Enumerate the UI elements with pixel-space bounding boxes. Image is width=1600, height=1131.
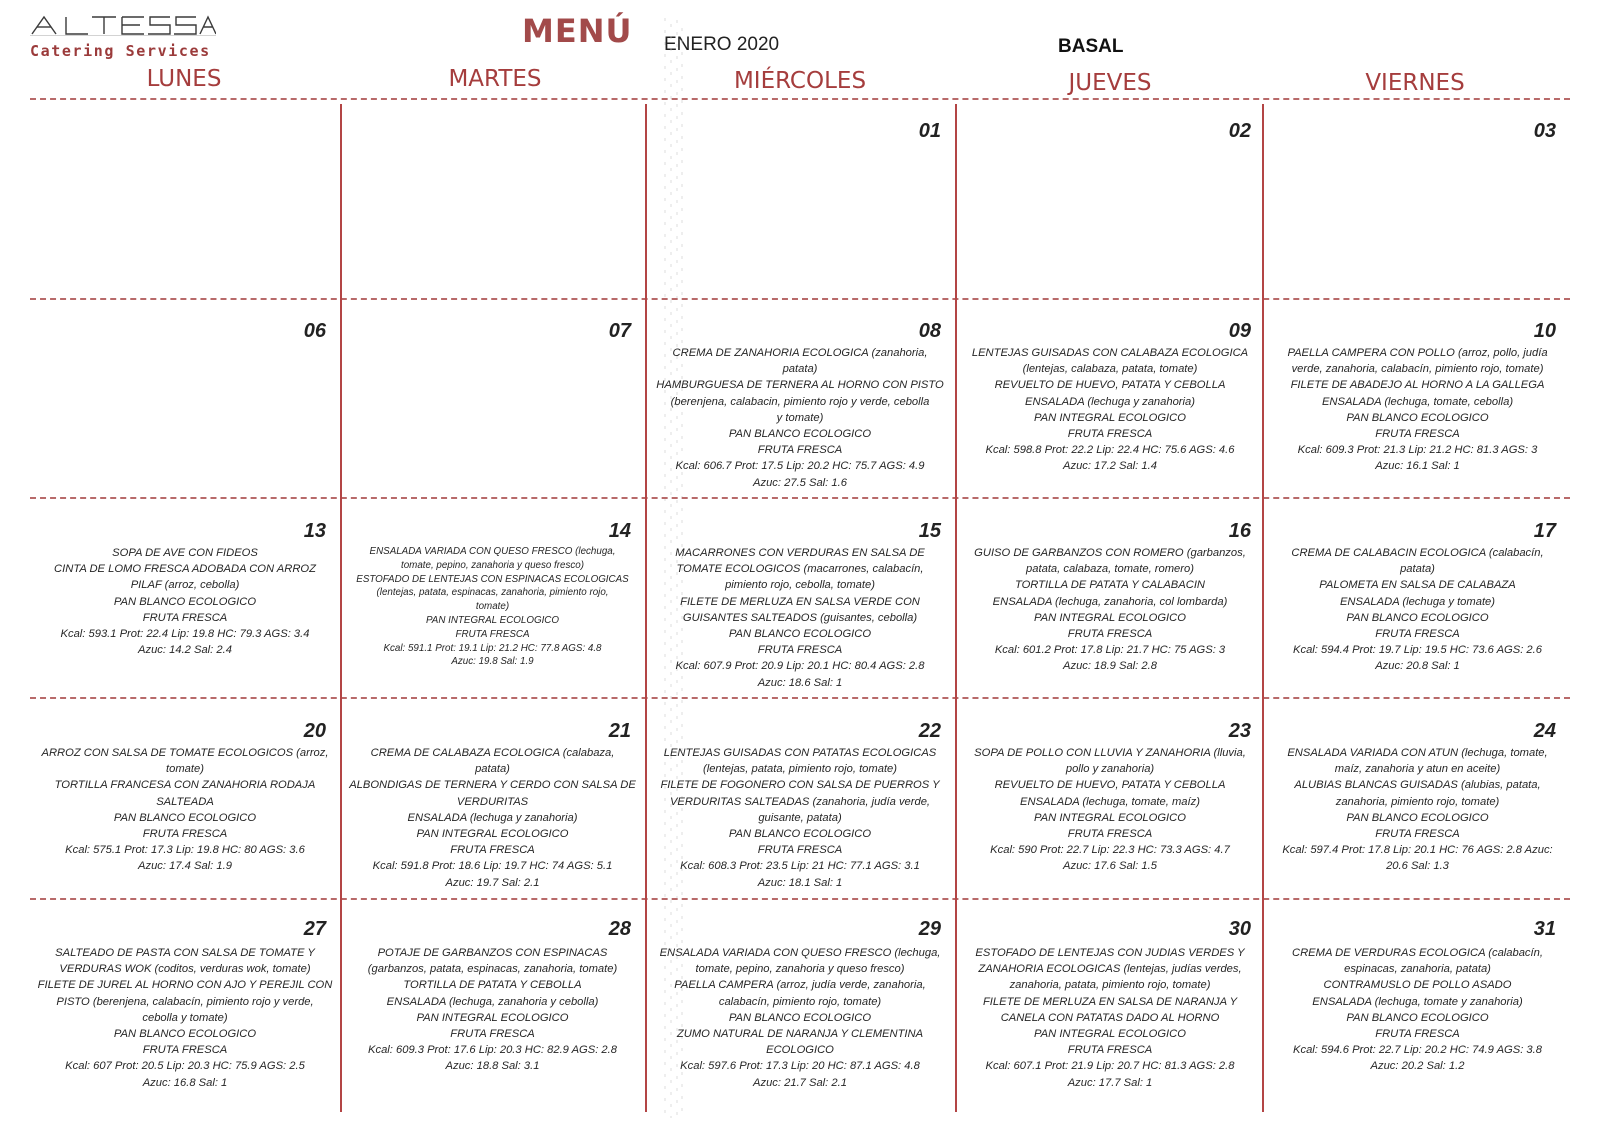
menu-line: FRUTA FRESCA <box>1067 1044 1153 1057</box>
menu-line: ALUBIAS BLANCAS GUISADAS (alubias, patata, <box>1294 779 1541 792</box>
menu-cell-wednesday-29 <box>650 945 950 1091</box>
menu-line: ESTOFADO DE LENTEJAS CON ESPINACAS ECOLOGICAS <box>356 573 629 585</box>
menu-line: pimiento rojo, cebolla, tomate) <box>725 579 875 592</box>
menu-line: tomate, pepino, zanahoria y queso fresco) <box>695 963 905 976</box>
menu-line: ENSALADA VARIADA CON ATUN (lechuga, tomate, <box>1287 747 1548 759</box>
menu-line: POTAJE DE GARBANZOS CON ESPINACAS <box>377 947 608 959</box>
menu-line: ENSALADA (lechuga y zanahoria) <box>407 811 578 824</box>
weekday-thursday: JUEVES <box>1068 70 1152 96</box>
menu-line: FRUTA FRESCA <box>455 628 530 640</box>
row-separator <box>30 98 1570 100</box>
menu-line: ENSALADA (lechuga, zanahoria y cebolla) <box>386 995 599 1008</box>
day-number: 31 <box>1533 918 1556 940</box>
menu-line: VERDURAS WOK (coditos, verduras wok, tomate) <box>59 963 311 976</box>
menu-line: 20.6 Sal: 1.3 <box>1386 860 1449 873</box>
menu-line: patata) <box>782 363 818 376</box>
menu-cell-wednesday-08 <box>650 345 950 491</box>
day-number: 23 <box>1228 720 1251 742</box>
menu-line: FRUTA FRESCA <box>142 611 228 624</box>
day-number: 14 <box>608 520 631 542</box>
menu-line: PALOMETA EN SALSA DE CALABAZA <box>1319 579 1516 592</box>
menu-line: FILETE DE MERLUZA EN SALSA DE NARANJA Y <box>982 995 1238 1008</box>
menu-line: calabacín, pimiento rojo, tomate) <box>718 995 882 1008</box>
menu-line: y tomate) <box>776 411 824 424</box>
day-number: 28 <box>608 918 631 940</box>
menu-line: pollo y zanahoria) <box>1065 763 1155 776</box>
menu-line: Azuc: 20.2 Sal: 1.2 <box>1370 1060 1465 1073</box>
menu-line: Kcal: 594.4 Prot: 19.7 Lip: 19.5 HC: 73.6 AGS: 2.6 <box>1293 644 1542 657</box>
menu-line: ENSALADA (lechuga, tomate y zanahoria) <box>1312 995 1523 1008</box>
diet-type-label: BASAL <box>1058 36 1124 57</box>
menu-line: ARROZ CON SALSA DE TOMATE ECOLOGICOS (arroz, <box>41 747 329 759</box>
menu-cell-monday-20 <box>35 745 335 875</box>
menu-line: Azuc: 27.5 Sal: 1.6 <box>753 476 847 489</box>
menu-line: FRUTA FRESCA <box>1067 828 1153 841</box>
menu-line: TORTILLA DE PATATA Y CALABACIN <box>1014 579 1206 592</box>
menu-line: ENSALADA (lechuga y tomate) <box>1339 595 1496 608</box>
menu-line: FRUTA FRESCA <box>1375 1028 1460 1041</box>
weekday-wednesday: MIÉRCOLES <box>733 68 867 94</box>
menu-cell-thursday-16 <box>960 545 1260 675</box>
menu-cell-thursday-23 <box>960 745 1260 875</box>
menu-line: FRUTA FRESCA <box>757 844 843 857</box>
day-number: 29 <box>918 918 941 940</box>
menu-line: ALBONDIGAS DE TERNERA Y CERDO CON SALSA DE <box>349 779 636 792</box>
menu-line: (garbanzos, patata, espinacas, zanahoria, tomate) <box>367 963 618 976</box>
menu-line: FILETE DE JUREL AL HORNO CON AJO Y PEREJIL CON <box>37 979 333 992</box>
day-number: 20 <box>303 720 326 742</box>
menu-line: PAN INTEGRAL ECOLOGICO <box>416 1011 569 1024</box>
menu-line: Azuc: 17.2 Sal: 1.4 <box>1063 460 1157 473</box>
column-divider <box>1262 104 1264 1112</box>
menu-cell-tuesday-14 <box>345 545 640 669</box>
menu-line: ESTOFADO DE LENTEJAS CON JUDIAS VERDES Y <box>975 947 1245 959</box>
menu-line: Azuc: 20.8 Sal: 1 <box>1375 660 1460 673</box>
menu-line: Kcal: 598.8 Prot: 22.2 Lip: 22.4 HC: 75.6 AGS: 4.6 <box>985 444 1235 457</box>
menu-line: (lentejas, calabaza, patata, tomate) <box>1022 363 1198 376</box>
day-number: 10 <box>1533 320 1556 342</box>
menu-line: patata, calabaza, tomate, romero) <box>1026 563 1194 576</box>
day-number: 08 <box>918 320 941 342</box>
menu-line: verde, zanahoria, calabacín, pimiento rojo, tomate) <box>1291 363 1544 376</box>
menu-line: PAN INTEGRAL ECOLOGICO <box>1034 411 1186 424</box>
day-number: 13 <box>303 520 326 542</box>
menu-line: Kcal: 609.3 Prot: 21.3 Lip: 21.2 HC: 81.3 AGS: 3 <box>1297 444 1538 457</box>
menu-line: Azuc: 19.8 Sal: 1.9 <box>451 656 534 668</box>
menu-line: ECOLOGICO <box>766 1044 834 1057</box>
menu-line: PAN BLANCO ECOLOGICO <box>728 828 872 841</box>
menu-line: FRUTA FRESCA <box>1067 628 1153 641</box>
day-number: 07 <box>608 320 631 342</box>
menu-line: ENSALADA (lechuga, tomate, cebolla) <box>1321 395 1514 408</box>
menu-line: CANELA CON PATATAS DADO AL HORNO <box>1000 1011 1220 1024</box>
menu-line: PAN BLANCO ECOLOGICO <box>113 1028 257 1041</box>
menu-line: Azuc: 17.4 Sal: 1.9 <box>138 860 232 873</box>
menu-line: Kcal: 594.6 Prot: 22.7 Lip: 20.2 HC: 74.9 AGS: 3.8 <box>1293 1044 1542 1057</box>
column-divider <box>955 104 957 1112</box>
menu-line: zanahoria, pimiento rojo, tomate) <box>1335 795 1500 808</box>
menu-line: tomate) <box>166 763 204 776</box>
menu-cell-tuesday-21 <box>345 745 640 891</box>
menu-line: maíz, zanahoria y atun en aceite) <box>1334 763 1501 776</box>
menu-line: SOPA DE POLLO CON LLUVIA Y ZANAHORIA (lluvia, <box>974 747 1246 759</box>
menu-line: (berenjena, calabacin, pimiento rojo y verde, cebolla <box>670 395 930 408</box>
menu-line: Azuc: 18.6 Sal: 1 <box>757 676 843 689</box>
weekday-tuesday: MARTES <box>448 66 542 92</box>
day-number: 27 <box>303 918 326 940</box>
menu-line: PAN BLANCO ECOLOGICO <box>728 1011 872 1024</box>
menu-line: CONTRAMUSLO DE POLLO ASADO <box>1323 979 1512 992</box>
company-logo <box>30 14 230 62</box>
month-label: ENERO 2020 <box>664 34 780 55</box>
day-number: 02 <box>1228 120 1251 142</box>
menu-line: CREMA DE VERDURAS ECOLOGICA (calabacín, <box>1292 947 1543 959</box>
menu-line: PAN BLANCO ECOLOGICO <box>1346 811 1489 824</box>
menu-line: ENSALADA VARIADA CON QUESO FRESCO (lechuga, <box>369 546 616 557</box>
day-number: 06 <box>303 320 326 342</box>
menu-line: Kcal: 597.6 Prot: 17.3 Lip: 20 HC: 87.1 AGS: 4.8 <box>680 1060 920 1073</box>
menu-line: Kcal: 597.4 Prot: 17.8 Lip: 20.1 HC: 76 AGS: 2.8 Azuc: <box>1282 844 1553 857</box>
menu-line: ENSALADA (lechuga y zanahoria) <box>1025 395 1195 408</box>
menu-line: patata) <box>475 763 510 776</box>
menu-line: ZUMO NATURAL DE NARANJA Y CLEMENTINA <box>676 1028 924 1041</box>
menu-cell-thursday-09 <box>960 345 1260 475</box>
menu-cell-monday-13 <box>35 545 335 658</box>
menu-line: Kcal: 608.3 Prot: 23.5 Lip: 21 HC: 77.1 AGS: 3.1 <box>680 860 920 873</box>
menu-line: Kcal: 607 Prot: 20.5 Lip: 20.3 HC: 75.9 AGS: 2.5 <box>65 1060 305 1073</box>
menu-line: FRUTA FRESCA <box>1375 428 1460 441</box>
menu-line: GUISANTES SALTEADOS (guisantes, cebolla) <box>682 611 918 624</box>
menu-line: Azuc: 17.7 Sal: 1 <box>1067 1076 1153 1089</box>
menu-line: TORTILLA FRANCESA CON ZANAHORIA RODAJA <box>54 779 316 792</box>
menu-line: Azuc: 21.7 Sal: 2.1 <box>753 1076 847 1089</box>
menu-line: PAN INTEGRAL ECOLOGICO <box>1034 611 1186 624</box>
menu-line: Azuc: 18.8 Sal: 3.1 <box>445 1060 540 1073</box>
menu-line: Kcal: 606.7 Prot: 17.5 Lip: 20.2 HC: 75.7 AGS: 4.9 <box>675 460 925 473</box>
menu-line: PAN BLANCO ECOLOGICO <box>1346 1011 1489 1024</box>
menu-line: ENSALADA (lechuga, tomate, maíz) <box>1020 795 1200 808</box>
menu-line: Azuc: 14.2 Sal: 2.4 <box>138 644 232 657</box>
menu-line: SALTEADO DE PASTA CON SALSA DE TOMATE Y <box>55 947 315 959</box>
day-number: 24 <box>1533 720 1556 742</box>
row-separator <box>30 898 1570 900</box>
menu-line: FRUTA FRESCA <box>142 1044 228 1057</box>
menu-line: Kcal: 593.1 Prot: 22.4 Lip: 19.8 HC: 79.3 AGS: 3.4 <box>60 628 310 641</box>
menu-cell-tuesday-28 <box>345 945 640 1075</box>
menu-cell-friday-10 <box>1270 345 1565 475</box>
menu-line: guisante, patata) <box>758 811 842 824</box>
menu-line: LENTEJAS GUISADAS CON CALABAZA ECOLOGICA <box>971 347 1249 359</box>
row-separator <box>30 697 1570 699</box>
menu-line: FRUTA FRESCA <box>757 444 843 457</box>
menu-cell-wednesday-22 <box>650 745 950 891</box>
menu-line: REVUELTO DE HUEVO, PATATA Y CEBOLLA <box>994 379 1226 392</box>
menu-line: tomate) <box>475 601 510 613</box>
row-separator <box>30 298 1570 300</box>
menu-title: MENÚ <box>522 12 633 50</box>
menu-line: PAN INTEGRAL ECOLOGICO <box>1034 811 1186 824</box>
menu-line: Kcal: 607.1 Prot: 21.9 Lip: 20.7 HC: 81.3 AGS: 2.8 <box>985 1060 1235 1073</box>
menu-line: PAELLA CAMPERA CON POLLO (arroz, pollo, judía <box>1287 347 1548 359</box>
menu-line: REVUELTO DE HUEVO, PATATA Y CEBOLLA <box>994 779 1226 792</box>
menu-line: FILETE DE FOGONERO CON SALSA DE PUERROS Y <box>660 779 940 792</box>
altessa-logo-mark <box>30 14 216 36</box>
menu-line: FRUTA FRESCA <box>1067 428 1153 441</box>
menu-line: Azuc: 16.8 Sal: 1 <box>142 1076 228 1089</box>
menu-line: patata) <box>1400 563 1435 576</box>
menu-line: Azuc: 17.6 Sal: 1.5 <box>1063 860 1157 873</box>
menu-line: HAMBURGUESA DE TERNERA AL HORNO CON PISTO <box>656 379 944 392</box>
day-number: 17 <box>1533 520 1556 542</box>
menu-line: VERDURITAS <box>456 795 529 808</box>
menu-line: Azuc: 18.9 Sal: 2.8 <box>1063 660 1157 673</box>
day-number: 16 <box>1228 520 1251 542</box>
menu-line: CINTA DE LOMO FRESCA ADOBADA CON ARROZ <box>54 563 316 576</box>
menu-line: ZANAHORIA ECOLOGICAS (lentejas, judías verdes, <box>978 963 1242 976</box>
menu-line: cebolla y tomate) <box>142 1011 228 1024</box>
menu-line: FRUTA FRESCA <box>1375 628 1460 641</box>
row-separator <box>30 497 1570 499</box>
menu-cell-monday-27 <box>35 945 335 1091</box>
menu-line: TOMATE ECOLOGICOS (macarrones, calabacín, <box>676 563 924 576</box>
menu-line: LENTEJAS GUISADAS CON PATATAS ECOLOGICAS <box>663 747 937 759</box>
menu-line: FRUTA FRESCA <box>450 1028 535 1041</box>
menu-line: Azuc: 18.1 Sal: 1 <box>757 876 843 889</box>
menu-line: CREMA DE ZANAHORIA ECOLOGICA (zanahoria, <box>672 347 928 359</box>
menu-line: Kcal: 590 Prot: 22.7 Lip: 22.3 HC: 73.3 AGS: 4.7 <box>990 844 1230 857</box>
menu-line: VERDURITAS SALTEADAS (zanahoria, judía verde, <box>669 795 931 808</box>
menu-line: PAN INTEGRAL ECOLOGICO <box>1034 1028 1186 1041</box>
day-number: 30 <box>1228 918 1251 940</box>
menu-cell-friday-24 <box>1270 745 1565 875</box>
menu-line: SOPA DE AVE CON FIDEOS <box>112 547 258 559</box>
weekday-monday: LUNES <box>146 66 222 92</box>
menu-line: CREMA DE CALABACIN ECOLOGICA (calabacín, <box>1291 547 1544 559</box>
menu-line: FRUTA FRESCA <box>757 644 843 657</box>
menu-line: CREMA DE CALABAZA ECOLOGICA (calabaza, <box>370 747 615 759</box>
menu-line: Kcal: 591.1 Prot: 19.1 Lip: 21.2 HC: 77.8 AGS: 4.8 <box>383 642 602 654</box>
menu-line: Kcal: 591.8 Prot: 18.6 Lip: 19.7 HC: 74 AGS: 5.1 <box>372 860 613 873</box>
menu-line: FILETE DE ABADEJO AL HORNO A LA GALLEGA <box>1290 379 1545 392</box>
day-number: 09 <box>1228 320 1251 342</box>
menu-line: PAN BLANCO ECOLOGICO <box>1346 611 1489 624</box>
day-number: 22 <box>918 720 941 742</box>
menu-line: PILAF (arroz, cebolla) <box>130 579 240 592</box>
menu-line: (lentejas, patata, pimiento rojo, tomate) <box>702 763 898 776</box>
menu-line: FRUTA FRESCA <box>450 844 535 857</box>
menu-cell-wednesday-15 <box>650 545 950 691</box>
menu-line: SALTEADA <box>156 795 214 808</box>
menu-line: PAN BLANCO ECOLOGICO <box>728 428 872 441</box>
menu-line: PAN INTEGRAL ECOLOGICO <box>416 828 569 841</box>
menu-cell-friday-31 <box>1270 945 1565 1075</box>
menu-line: MACARRONES CON VERDURAS EN SALSA DE <box>675 547 925 559</box>
day-number: 15 <box>918 520 941 542</box>
day-number: 01 <box>918 120 941 142</box>
menu-line: PAELLA CAMPERA (arroz, judía verde, zanahoria, <box>674 979 926 992</box>
menu-line: GUISO DE GARBANZOS CON ROMERO (garbanzos, <box>974 547 1246 559</box>
menu-line: ENSALADA VARIADA CON QUESO FRESCO (lechuga, <box>659 947 941 959</box>
menu-line: Azuc: 19.7 Sal: 2.1 <box>445 876 540 889</box>
menu-line: (lentejas, patata, espinacas, zanahoria, pimiento rojo, <box>376 587 609 599</box>
menu-cell-thursday-30 <box>960 945 1260 1091</box>
menu-line: ENSALADA (lechuga, zanahoria, col lombarda) <box>992 595 1228 608</box>
menu-line: FRUTA FRESCA <box>142 828 228 841</box>
column-divider <box>645 104 647 1112</box>
day-number: 03 <box>1533 120 1556 142</box>
menu-line: Azuc: 16.1 Sal: 1 <box>1375 460 1460 473</box>
column-divider <box>340 104 342 1112</box>
menu-cell-friday-17 <box>1270 545 1565 675</box>
menu-line: PAN BLANCO ECOLOGICO <box>1346 411 1489 424</box>
menu-line: PAN BLANCO ECOLOGICO <box>728 628 872 641</box>
menu-line: Kcal: 601.2 Prot: 17.8 Lip: 21.7 HC: 75 AGS: 3 <box>994 644 1226 657</box>
menu-line: PAN BLANCO ECOLOGICO <box>113 595 257 608</box>
menu-line: PAN INTEGRAL ECOLOGICO <box>425 614 559 626</box>
menu-line: Kcal: 607.9 Prot: 20.9 Lip: 20.1 HC: 80.4 AGS: 2.8 <box>675 660 925 673</box>
menu-line: espinacas, zanahoria, patata) <box>1344 963 1491 976</box>
menu-line: Kcal: 609.3 Prot: 17.6 Lip: 20.3 HC: 82.9 AGS: 2.8 <box>368 1044 617 1057</box>
menu-line: Kcal: 575.1 Prot: 17.3 Lip: 19.8 HC: 80 AGS: 3.6 <box>65 844 305 857</box>
menu-line: TORTILLA DE PATATA Y CEBOLLA <box>403 979 582 992</box>
menu-line: PISTO (berenjena, calabacín, pimiento rojo y verde, <box>56 995 314 1008</box>
menu-line: PAN BLANCO ECOLOGICO <box>113 811 257 824</box>
menu-line: tomate, pepino, zanahoria y queso fresco) <box>401 559 584 571</box>
logo-subtitle: Catering Services <box>30 42 211 60</box>
menu-line: zanahoria, patata, pimiento rojo, tomate) <box>1009 979 1211 992</box>
weekday-friday: VIERNES <box>1365 70 1465 96</box>
menu-line: FRUTA FRESCA <box>1375 828 1460 841</box>
menu-line: FILETE DE MERLUZA EN SALSA VERDE CON <box>680 595 920 608</box>
day-number: 21 <box>608 720 631 742</box>
